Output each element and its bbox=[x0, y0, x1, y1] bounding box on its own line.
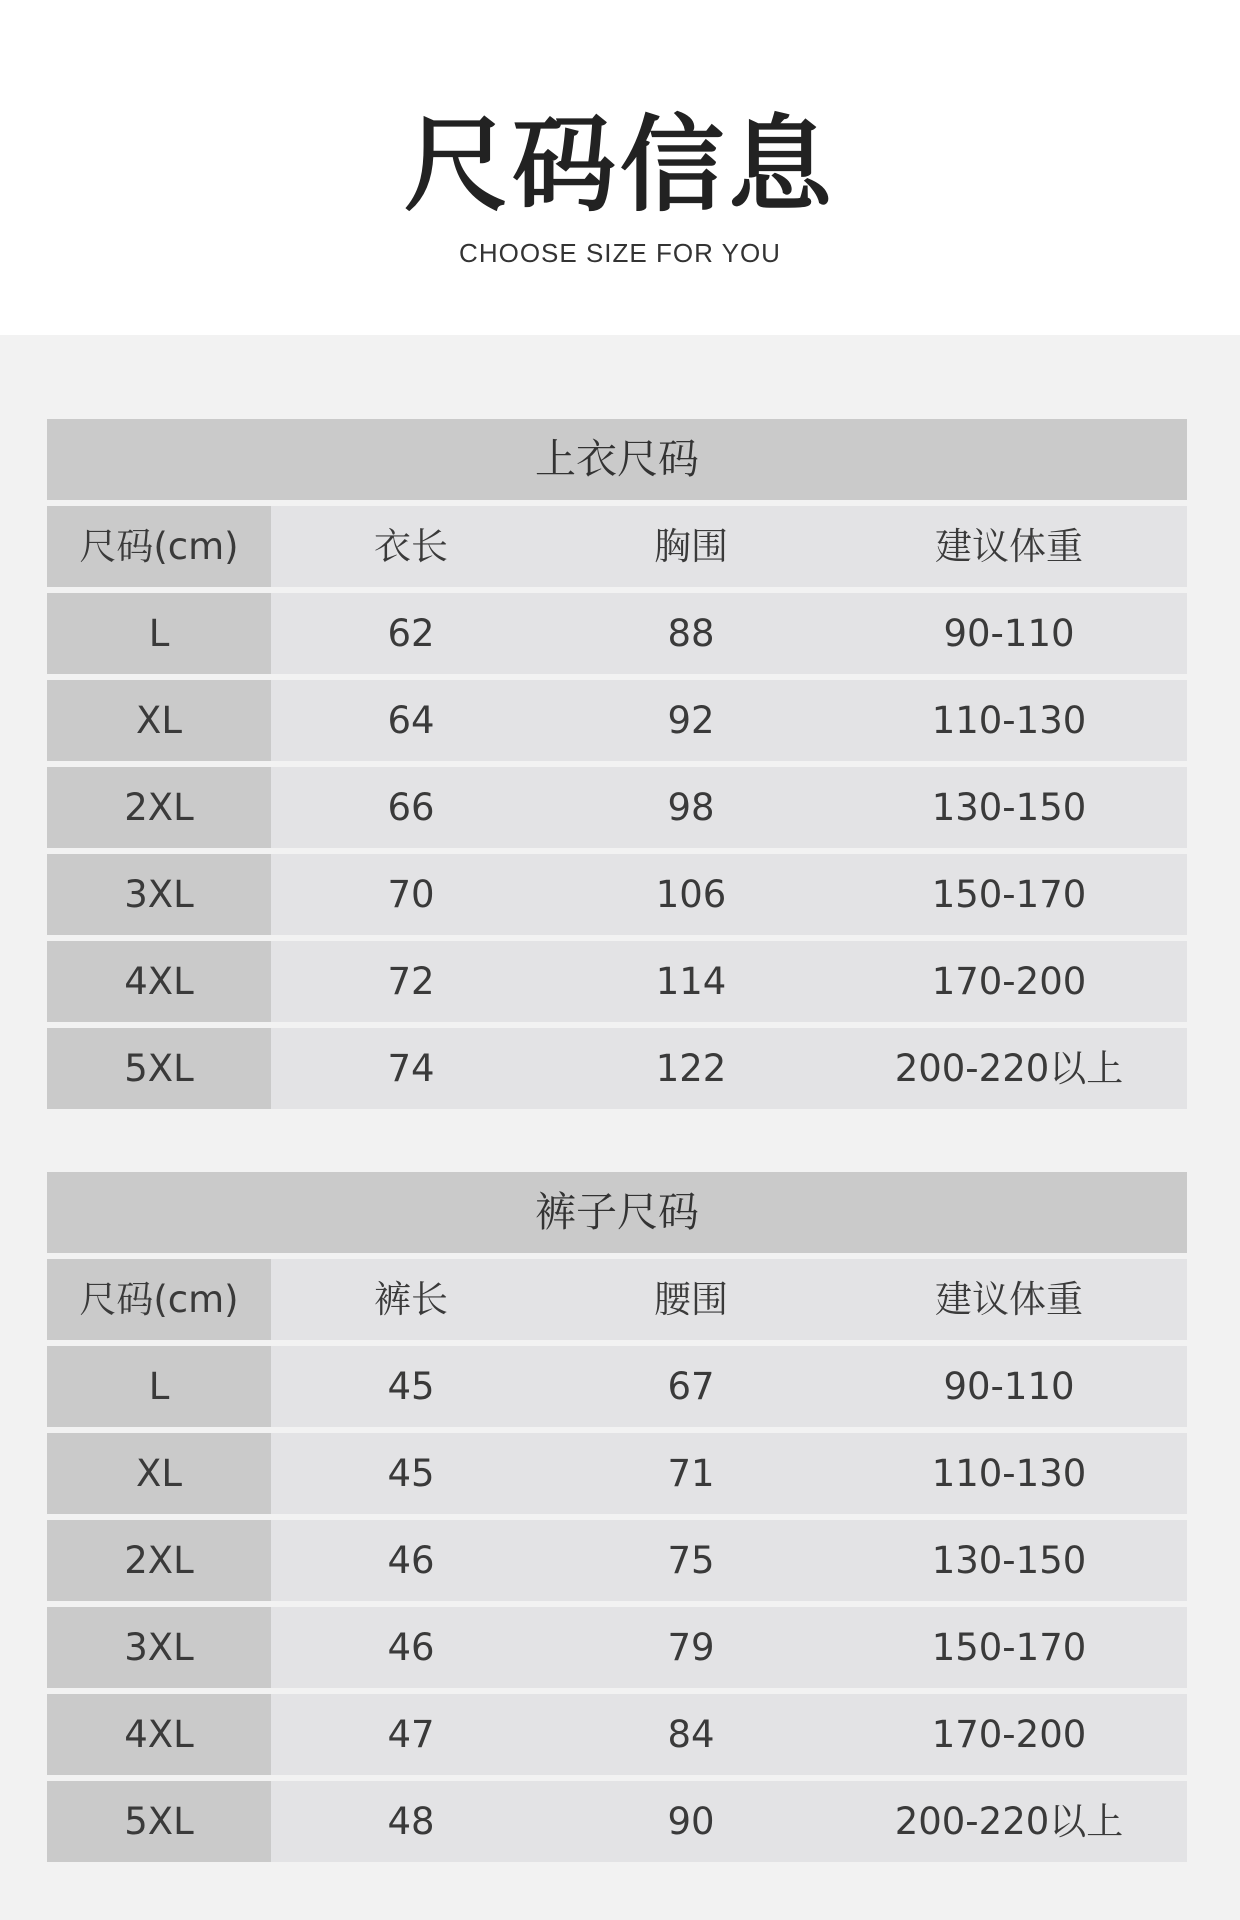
size-cell: L bbox=[47, 1346, 271, 1427]
length-cell: 66 bbox=[271, 767, 551, 848]
length-cell: 45 bbox=[271, 1346, 551, 1427]
length-cell: 47 bbox=[271, 1694, 551, 1775]
waist-cell: 71 bbox=[551, 1433, 831, 1514]
column-header: 腰围 bbox=[551, 1259, 831, 1340]
table-title: 上衣尺码 bbox=[47, 419, 1187, 500]
size-cell: 3XL bbox=[47, 1607, 271, 1688]
waist-cell: 75 bbox=[551, 1520, 831, 1601]
pants-size-table bbox=[47, 1172, 1187, 1862]
table-row bbox=[47, 941, 1187, 1022]
size-cell: 5XL bbox=[47, 1781, 271, 1862]
length-cell: 70 bbox=[271, 854, 551, 935]
size-cell: 2XL bbox=[47, 1520, 271, 1601]
length-cell: 46 bbox=[271, 1607, 551, 1688]
length-cell: 74 bbox=[271, 1028, 551, 1109]
table-header-row bbox=[47, 506, 1187, 587]
weight-cell: 200-220以上 bbox=[831, 1781, 1187, 1862]
table-title: 裤子尺码 bbox=[47, 1172, 1187, 1253]
size-cell: 4XL bbox=[47, 941, 271, 1022]
weight-cell: 90-110 bbox=[831, 593, 1187, 674]
chest-cell: 122 bbox=[551, 1028, 831, 1109]
chest-cell: 106 bbox=[551, 854, 831, 935]
size-cell: 4XL bbox=[47, 1694, 271, 1775]
weight-cell: 200-220以上 bbox=[831, 1028, 1187, 1109]
length-cell: 48 bbox=[271, 1781, 551, 1862]
weight-cell: 130-150 bbox=[831, 1520, 1187, 1601]
length-cell: 62 bbox=[271, 593, 551, 674]
length-cell: 45 bbox=[271, 1433, 551, 1514]
chest-cell: 114 bbox=[551, 941, 831, 1022]
size-cell: L bbox=[47, 593, 271, 674]
length-cell: 64 bbox=[271, 680, 551, 761]
top-size-table bbox=[47, 419, 1187, 1109]
column-header: 建议体重 bbox=[831, 1259, 1187, 1340]
weight-cell: 170-200 bbox=[831, 941, 1187, 1022]
waist-cell: 84 bbox=[551, 1694, 831, 1775]
length-cell: 46 bbox=[271, 1520, 551, 1601]
table-row bbox=[47, 1028, 1187, 1109]
page-subtitle: CHOOSE SIZE FOR YOU bbox=[459, 238, 781, 268]
weight-cell: 110-130 bbox=[831, 1433, 1187, 1514]
table-row bbox=[47, 1694, 1187, 1775]
waist-cell: 67 bbox=[551, 1346, 831, 1427]
table-row bbox=[47, 593, 1187, 674]
chest-cell: 98 bbox=[551, 767, 831, 848]
size-cell: 5XL bbox=[47, 1028, 271, 1109]
column-header: 裤长 bbox=[271, 1259, 551, 1340]
table-row bbox=[47, 1781, 1187, 1862]
page-header bbox=[0, 0, 1240, 335]
column-header: 胸围 bbox=[551, 506, 831, 587]
chest-cell: 88 bbox=[551, 593, 831, 674]
weight-cell: 170-200 bbox=[831, 1694, 1187, 1775]
size-cell: XL bbox=[47, 680, 271, 761]
waist-cell: 79 bbox=[551, 1607, 831, 1688]
column-header: 尺码(cm) bbox=[47, 1259, 271, 1340]
length-cell: 72 bbox=[271, 941, 551, 1022]
weight-cell: 90-110 bbox=[831, 1346, 1187, 1427]
weight-cell: 130-150 bbox=[831, 767, 1187, 848]
size-cell: 3XL bbox=[47, 854, 271, 935]
table-row bbox=[47, 1607, 1187, 1688]
chest-cell: 92 bbox=[551, 680, 831, 761]
column-header: 建议体重 bbox=[831, 506, 1187, 587]
weight-cell: 150-170 bbox=[831, 1607, 1187, 1688]
weight-cell: 150-170 bbox=[831, 854, 1187, 935]
table-row bbox=[47, 1520, 1187, 1601]
size-cell: XL bbox=[47, 1433, 271, 1514]
column-header: 衣长 bbox=[271, 506, 551, 587]
weight-cell: 110-130 bbox=[831, 680, 1187, 761]
table-row bbox=[47, 1346, 1187, 1427]
column-header: 尺码(cm) bbox=[47, 506, 271, 587]
table-row bbox=[47, 680, 1187, 761]
table-row bbox=[47, 1433, 1187, 1514]
table-row bbox=[47, 854, 1187, 935]
page-title: 尺码信息 bbox=[403, 104, 836, 226]
table-row bbox=[47, 767, 1187, 848]
size-cell: 2XL bbox=[47, 767, 271, 848]
waist-cell: 90 bbox=[551, 1781, 831, 1862]
table-header-row bbox=[47, 1259, 1187, 1340]
